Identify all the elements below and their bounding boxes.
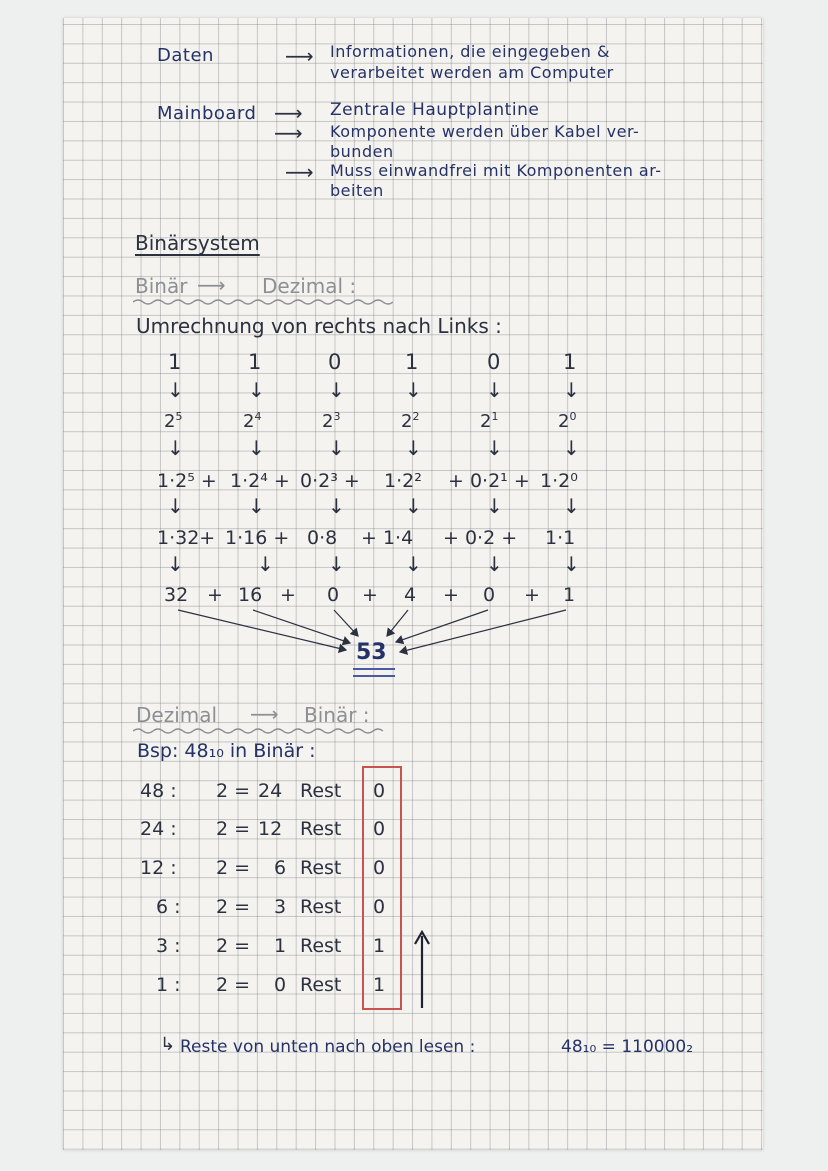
division-dividend: 24 : — [140, 818, 177, 840]
arrow-down-icon: ↓ — [486, 378, 503, 402]
division-quotient: 24 — [258, 780, 283, 802]
power-of-two: $2^2$ — [401, 410, 420, 432]
arrow-down-icon: ↓ — [563, 494, 580, 518]
value-term: 1 — [563, 584, 576, 606]
arrow-down-icon: ↓ — [328, 436, 345, 460]
product-term: 1·2⁰ — [540, 470, 578, 492]
result-value: 53 — [356, 640, 387, 665]
division-quotient: 6 — [274, 857, 287, 879]
value-term: 0 — [483, 584, 496, 606]
expanded-term: + 0·2 + — [443, 527, 518, 549]
subtitle-dezimal: Dezimal — [136, 703, 218, 727]
arrow-down-icon: ↓ — [248, 378, 265, 402]
arrow-right-icon: ⟶ — [285, 44, 314, 68]
arrow-right-icon: ⟶ — [274, 121, 303, 145]
division-rest-label: Rest — [300, 780, 342, 802]
division-quotient: 12 — [258, 818, 283, 840]
division-divisor: 2 = — [216, 818, 251, 840]
daten-desc-1: Informationen, die eingegeben & — [330, 42, 610, 61]
division-dividend: 1 : — [156, 974, 181, 996]
division-remainder: 0 — [373, 857, 386, 879]
subtitle-binaer: Binär : — [304, 703, 370, 727]
arrow-down-icon: ↓ — [405, 494, 422, 518]
arrow-right-icon: ⟶ — [197, 273, 226, 297]
expanded-term: 1·1 — [545, 527, 576, 549]
arrow-down-icon: ↓ — [248, 436, 265, 460]
expanded-term: 1·16 + — [225, 527, 290, 549]
power-of-two: $2^1$ — [480, 410, 499, 432]
arrow-down-icon: ↓ — [328, 378, 345, 402]
division-divisor: 2 = — [216, 935, 251, 957]
value-term: 4 — [404, 584, 417, 606]
product-term: 1·2⁵ + — [157, 470, 217, 492]
product-term: + 0·2¹ + — [448, 470, 530, 492]
plus-sign: + — [207, 584, 223, 606]
plus-sign: + — [443, 584, 459, 606]
expanded-term: 0·8 — [307, 527, 338, 549]
arrow-down-icon: ↓ — [486, 494, 503, 518]
arrow-down-icon: ↓ — [167, 436, 184, 460]
term-mainboard: Mainboard — [157, 103, 257, 124]
subtitle-binaer: Binär — [135, 274, 188, 298]
bit-digit: 1 — [563, 350, 577, 374]
arrow-down-icon: ↓ — [257, 552, 274, 576]
arrow-down-icon: ↓ — [563, 436, 580, 460]
mainboard-desc-3: bunden — [330, 142, 394, 161]
arrow-down-icon: ↓ — [167, 378, 184, 402]
division-dividend: 6 : — [156, 896, 181, 918]
arrow-down-icon: ↓ — [563, 378, 580, 402]
daten-desc-2: verarbeitet werden am Computer — [330, 63, 614, 82]
division-remainder: 0 — [373, 818, 386, 840]
section-title-binaersystem: Binärsystem — [135, 231, 260, 255]
plus-sign: + — [280, 584, 296, 606]
division-quotient: 3 — [274, 896, 287, 918]
arrow-right-icon: ⟶ — [250, 702, 279, 726]
division-rest-label: Rest — [300, 818, 342, 840]
arrow-down-icon: ↓ — [167, 552, 184, 576]
example-text: Bsp: 48₁₀ in Binär : — [137, 740, 316, 762]
conclusion-result: 48₁₀ = 110000₂ — [561, 1037, 694, 1057]
expanded-term: + 1·4 — [361, 527, 414, 549]
division-quotient: 1 — [274, 935, 287, 957]
division-dividend: 48 : — [140, 780, 177, 802]
division-rest-label: Rest — [300, 974, 342, 996]
term-daten: Daten — [157, 45, 214, 66]
division-divisor: 2 = — [216, 780, 251, 802]
plus-sign: + — [362, 584, 378, 606]
product-term: 1·2² — [384, 470, 422, 492]
bit-digit: 1 — [405, 350, 419, 374]
bit-digit: 0 — [328, 350, 342, 374]
mainboard-desc-4: Muss einwandfrei mit Komponenten ar- — [330, 161, 662, 180]
arrow-down-icon: ↓ — [405, 552, 422, 576]
arrow-down-icon: ↓ — [248, 494, 265, 518]
division-rest-label: Rest — [300, 935, 342, 957]
division-remainder: 1 — [373, 974, 386, 996]
arrow-right-icon: ⟶ — [274, 101, 303, 125]
division-remainder: 0 — [373, 780, 386, 802]
bit-digit: 1 — [248, 350, 262, 374]
division-remainder: 1 — [373, 935, 386, 957]
value-term: 32 — [164, 584, 189, 606]
power-of-two: $2^3$ — [322, 410, 341, 432]
arrow-down-icon: ↓ — [563, 552, 580, 576]
arrow-down-icon: ↓ — [405, 378, 422, 402]
mainboard-desc-2: Komponente werden über Kabel ver- — [330, 122, 640, 141]
arrow-down-icon: ↓ — [486, 552, 503, 576]
bit-digit: 0 — [487, 350, 501, 374]
arrow-down-icon: ↓ — [328, 494, 345, 518]
value-term: 0 — [327, 584, 340, 606]
division-quotient: 0 — [274, 974, 287, 996]
expanded-term: 1·32+ — [157, 527, 216, 549]
power-of-two: $2^0$ — [558, 410, 577, 432]
arrow-down-icon: ↓ — [167, 494, 184, 518]
mainboard-desc-5: beiten — [330, 181, 384, 200]
power-of-two: $2^5$ — [164, 410, 183, 432]
conclusion-text: Reste von unten nach oben lesen : — [180, 1037, 476, 1057]
mainboard-desc-1: Zentrale Hauptplantine — [330, 100, 540, 120]
division-remainder: 0 — [373, 896, 386, 918]
arrow-up-icon — [412, 930, 432, 1010]
arrow-right-icon: ⟶ — [285, 160, 314, 184]
division-rest-label: Rest — [300, 896, 342, 918]
division-rest-label: Rest — [300, 857, 342, 879]
arrow-down-icon: ↓ — [328, 552, 345, 576]
wavy-underline — [133, 727, 391, 735]
division-divisor: 2 = — [216, 857, 251, 879]
instruction-text: Umrechnung von rechts nach Links : — [136, 314, 502, 338]
plus-sign: + — [524, 584, 540, 606]
product-term: 1·2⁴ + — [230, 470, 290, 492]
product-term: 0·2³ + — [300, 470, 360, 492]
value-term: 16 — [238, 584, 263, 606]
remainder-highlight-box — [362, 766, 402, 1010]
power-of-two: $2^4$ — [243, 410, 262, 432]
division-divisor: 2 = — [216, 974, 251, 996]
arrow-return-icon: ↳ — [160, 1034, 176, 1055]
division-divisor: 2 = — [216, 896, 251, 918]
result-double-underline — [353, 668, 395, 677]
arrow-down-icon: ↓ — [405, 436, 422, 460]
arrow-down-icon: ↓ — [486, 436, 503, 460]
subtitle-dezimal: Dezimal : — [262, 274, 357, 298]
bit-digit: 1 — [168, 350, 182, 374]
division-dividend: 3 : — [156, 935, 181, 957]
division-dividend: 12 : — [140, 857, 177, 879]
